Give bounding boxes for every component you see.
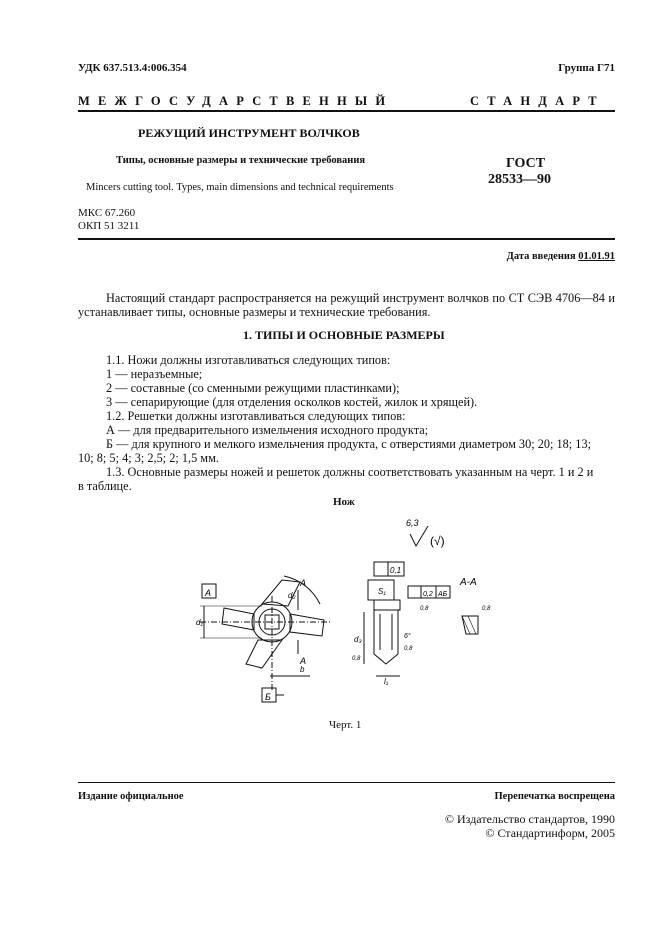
gost-label: ГОСТ xyxy=(506,156,546,171)
d1-label: d₁ xyxy=(196,618,203,627)
list-item: А — для предварительного измельчения исходного продукта; xyxy=(106,423,429,437)
blade-profile-body xyxy=(374,610,398,664)
blade-right xyxy=(290,614,324,636)
section-mark-top: А xyxy=(300,578,307,588)
standard-type-left: МЕЖГОСУДАРСТВЕННЫЙ xyxy=(78,94,394,108)
clause-1-3: 1.3. Основные размеры ножей и решеток должны соответствовать указанным на черт. 1 и 2 и xyxy=(106,465,594,479)
mks-code: МКС 67.260 xyxy=(78,207,136,219)
clause-1-2: 1.2. Решетки должны изготавливаться следующих типов: xyxy=(106,409,406,423)
effective-date-value: 01.01.91 xyxy=(578,251,615,262)
standard-type-right: СТАНДАРТ xyxy=(470,94,605,108)
clause-1-3-continuation: в таблице. xyxy=(78,479,132,493)
copyright-2005: © Стандартинформ, 2005 xyxy=(485,826,615,840)
udk-code: УДК 637.513.4:006.354 xyxy=(78,62,187,74)
blade-profile-top xyxy=(374,600,400,610)
section-hatch xyxy=(468,616,476,634)
gost-number: 28533—90 xyxy=(488,172,551,187)
section-a-a-label: А-А xyxy=(460,577,477,588)
angle-label: 6° xyxy=(404,633,411,640)
runout-datum-ref: АБ xyxy=(438,591,448,598)
dim-0-8-c: 0,8 xyxy=(352,656,361,662)
clause-1-1: 1.1. Ножи должны изготавливаться следующих типов: xyxy=(106,353,391,367)
title-rule xyxy=(78,238,615,240)
section-a-a-profile xyxy=(462,616,478,634)
section-hatch xyxy=(462,616,470,634)
list-item: 3 — сепарирующие (для отделения осколков костей, жилок и хрящей). xyxy=(106,395,478,409)
datum-a-label: А xyxy=(205,588,212,598)
official-edition: Издание официальное xyxy=(78,791,184,802)
english-title: Mincers cutting tool. Types, main dimensions and technical requirements xyxy=(86,182,394,193)
roughness-symbol-icon xyxy=(410,526,428,546)
figure-title: Нож xyxy=(333,496,355,508)
footer-rule xyxy=(78,782,615,783)
roughness-value: 6,3 xyxy=(406,518,419,528)
okp-code: ОКП 51 3211 xyxy=(78,220,140,232)
roughness-paren: (√) xyxy=(430,534,445,548)
effective-date xyxy=(507,251,615,262)
figure-caption: Черт. 1 xyxy=(329,719,362,731)
knife-drawing xyxy=(180,515,500,715)
b-label: b xyxy=(300,665,305,674)
dim-0-8-d: 0,8 xyxy=(404,646,413,652)
effective-date-label: Дата введения xyxy=(506,251,576,262)
document-subtitle: Типы, основные размеры и технические требования xyxy=(116,155,366,166)
datum-b-label: Б xyxy=(265,692,271,702)
group-code: Группа Г71 xyxy=(558,62,615,74)
document-title: РЕЖУЩИЙ ИНСТРУМЕНТ ВОЛЧКОВ xyxy=(138,126,360,140)
parallelism-tolerance: 0,1 xyxy=(390,566,402,575)
intro-paragraph: Настоящий стандарт распространяется на режущий инструмент волчков по СТ СЭВ 4706—84 и устанавливает типы, основные размеры и технические требования. xyxy=(78,291,615,320)
reprint-prohibited: Перепечатка воспрещена xyxy=(494,791,615,802)
dim-0-8-b: 0,8 xyxy=(482,606,491,612)
list-item: 2 — составные (со сменными режущими пластинками); xyxy=(106,381,400,395)
section-mark-bottom: А xyxy=(300,656,307,666)
l1-label: l₁ xyxy=(384,677,389,686)
runout-tolerance: 0,2 xyxy=(423,591,433,598)
d2-label: d₂ xyxy=(288,591,296,600)
dim-0-8-a: 0,8 xyxy=(420,606,429,612)
section-heading: 1. ТИПЫ И ОСНОВНЫЕ РАЗМЕРЫ xyxy=(243,328,445,342)
list-item: Б — для крупного и мелкого измельчения продукта, с отверстиями диаметром 30; 20; 18; 13; xyxy=(106,437,592,451)
blade-left xyxy=(222,608,254,630)
list-item: 1 — неразъемные; xyxy=(106,367,203,381)
copyright-1990: © Издательство стандартов, 1990 xyxy=(444,812,615,826)
list-item-continuation: 10; 8; 5; 4; 3; 2,5; 2; 1,5 мм. xyxy=(78,451,219,465)
blade-bottom xyxy=(246,640,282,668)
header-rule xyxy=(78,110,615,112)
s1-label: S₁ xyxy=(378,587,386,596)
d3-label: d₃ xyxy=(354,635,362,644)
